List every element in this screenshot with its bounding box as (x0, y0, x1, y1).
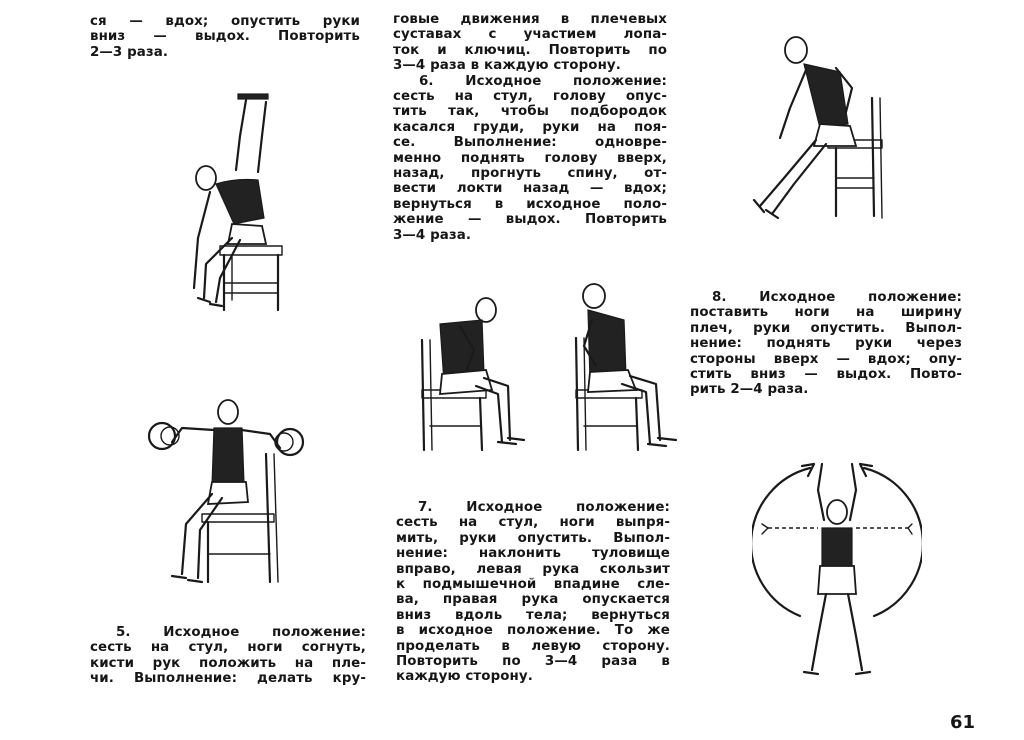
text-line: касался груди, руки на поя- (393, 119, 667, 135)
text-line: каждую сторону. (396, 669, 533, 685)
text-line: сесть на стул, ноги выпря- (396, 515, 670, 531)
text-line: кисти рук положить на пле- (90, 655, 366, 671)
text-line: проделать в левую сторону. (396, 638, 670, 654)
text-line: жение — выдох. Повторить (393, 212, 667, 228)
text-line: вниз — выдох. Повторить (90, 29, 360, 45)
text-line: поставить ноги на ширину (690, 305, 962, 321)
standing-arm-circles-icon (752, 456, 922, 682)
col3-mid-text (690, 290, 962, 398)
text-line: сесть на стул, ноги согнуть, (90, 640, 366, 656)
text-line: менно поднять голову вверх, (393, 150, 667, 166)
text-line: суставах с участием лопа- (393, 27, 667, 43)
seated-shoulder-circles-icon (142, 394, 312, 594)
text-line: вести локти назад — вдох; (393, 181, 667, 197)
text-line: 6. Исходное положение: (419, 73, 667, 89)
text-line: плеч, руки опустить. Выпол- (690, 320, 962, 336)
text-line: чи. Выполнение: делать кру- (90, 671, 366, 687)
text-line: вправо, левая рука скользит (396, 561, 670, 577)
seated-head-down-icon (412, 290, 532, 456)
text-line: 8. Исходное положение: (712, 290, 962, 305)
text-line: 5. Исходное положение: (116, 625, 366, 640)
text-line: рить 2—4 раза. (690, 382, 809, 398)
col2-top-text (393, 12, 667, 243)
text-line: ся — вдох; опустить руки (90, 14, 360, 29)
text-line: Повторить по 3—4 раза в (396, 654, 670, 670)
seated-side-bend-icon (750, 28, 890, 222)
text-line: сесть на стул, голову опус- (393, 89, 667, 105)
text-line: назад, прогнуть спину, от- (393, 166, 667, 182)
col1-bottom-text (90, 625, 366, 687)
text-line: говые движения в плечевых (393, 12, 667, 27)
text-line: стить вниз — выдох. Повто- (690, 367, 962, 383)
text-line: стороны вверх — вдох; опу- (690, 351, 962, 367)
col2-bottom-text (396, 500, 670, 685)
seated-stretch-arms-up-icon (176, 88, 292, 316)
text-line: нение: наклонить туловище (396, 546, 670, 562)
text-line: 3—4 раза. (393, 227, 472, 243)
text-line: к подмышечной впадине сле- (396, 577, 670, 593)
text-line: в исходное положение. То же (396, 623, 670, 639)
text-line: 3—4 раза в каждую сторону. (393, 58, 621, 74)
text-line: се. Выполнение: одновре- (393, 135, 667, 151)
text-line: мить, руки опустить. Выпол- (396, 530, 670, 546)
text-line: ток и ключиц. Повторить по (393, 42, 667, 58)
text-line: тить так, чтобы подбородок (393, 104, 667, 120)
text-line: нение: поднять руки через (690, 336, 962, 352)
text-line: 7. Исходное положение: (418, 500, 670, 515)
text-line: 2—3 раза. (90, 44, 169, 60)
text-line: вниз вдоль тела; вернуться (396, 607, 670, 623)
seated-head-back-icon (566, 280, 686, 456)
text-line: ва, правая рука опускается (396, 592, 670, 608)
page-number: 61 (950, 712, 976, 733)
col1-top-text (90, 14, 360, 60)
text-line: вернуться в исходное поло- (393, 196, 667, 212)
